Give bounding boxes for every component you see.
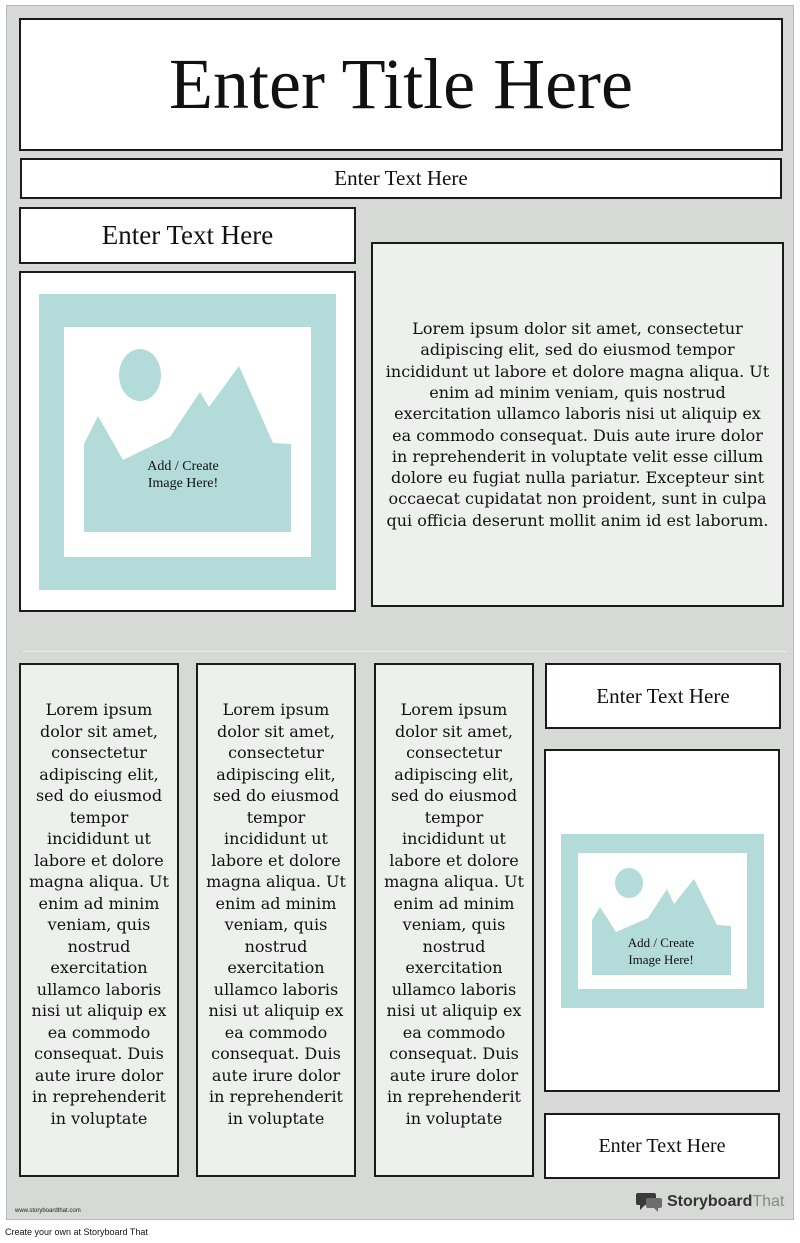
brand-name-part2: That: [752, 1193, 785, 1210]
image-placeholder-small[interactable]: [544, 749, 780, 1092]
right-heading-bottom-text: Enter Text Here: [598, 1134, 726, 1157]
text-column-3[interactable]: [374, 663, 534, 1177]
body-paragraph: Lorem ipsum dolor sit amet, consectetur adipiscing elit, sed do eiusmod tempor incididunt ut labore et dolore magna aliqua. Ut enim ad minim veniam, quis nostrud exercitation ullamco laboris nisi ut aliquip ex ea commodo consequat. Duis aute irure dolor in reprehenderit in voluptate velit esse cillum dolore eu fugiat nulla pariatur. Excepteur sint occaecat cupidatat non proident, sunt in culpa qui officia deserunt mollit anim id est laborum.: [385, 319, 770, 530]
image-placeholder-large[interactable]: [19, 271, 356, 612]
image-placeholder-icon: [39, 294, 336, 590]
image-placeholder-caption-line1: Add / Create: [147, 458, 219, 474]
image-placeholder-caption-line2: Image Here!: [147, 475, 219, 491]
speech-bubble-logo-icon: [636, 1191, 662, 1213]
storyboardthat-logo[interactable]: [636, 1191, 784, 1213]
subtitle-text: Enter Text Here: [334, 166, 468, 190]
column-1-text: Lorem ipsum dolor sit amet, consectetur adipiscing elit, sed do eiusmod tempor incididunt ut labore et dolore magna aliqua. Ut enim ad minim veniam, quis nostrud exercitation ullamco laboris nisi ut aliquip ex ea commodo consequat. Duis aute irure dolor in reprehenderit in voluptate: [29, 700, 169, 1128]
subtitle-box[interactable]: [20, 158, 782, 199]
poster-title-text: Enter Title Here: [169, 44, 633, 124]
right-heading-top-box[interactable]: [545, 663, 781, 729]
text-column-1[interactable]: [19, 663, 179, 1177]
poster-title[interactable]: [19, 18, 783, 151]
column-2-text: Lorem ipsum dolor sit amet, consectetur adipiscing elit, sed do eiusmod tempor incididunt ut labore et dolore magna aliqua. Ut enim ad minim veniam, quis nostrud exercitation ullamco laboris nisi ut aliquip ex ea commodo consequat. Duis aute irure dolor in reprehenderit in voluptate: [206, 700, 346, 1128]
image-placeholder-small-icon: [561, 834, 764, 1008]
right-heading-top-text: Enter Text Here: [596, 683, 730, 708]
left-heading-box[interactable]: [19, 207, 356, 264]
column-3-text: Lorem ipsum dolor sit amet, consectetur adipiscing elit, sed do eiusmod tempor incididunt ut labore et dolore magna aliqua. Ut enim ad minim veniam, quis nostrud exercitation ullamco laboris nisi ut aliquip ex ea commodo consequat. Duis aute irure dolor in reprehenderit in voluptate: [384, 700, 524, 1128]
right-heading-bottom-box[interactable]: [544, 1113, 780, 1179]
image-placeholder-small-caption-line1: Add / Create: [627, 934, 694, 950]
image-placeholder-small-caption-line2: Image Here!: [627, 951, 694, 967]
body-text-panel[interactable]: [371, 242, 784, 607]
text-column-2[interactable]: [196, 663, 356, 1177]
create-your-own-link[interactable]: Create your own at Storyboard That: [5, 1227, 148, 1237]
footer-url[interactable]: www.storyboardthat.com: [15, 1208, 81, 1214]
poster-canvas: [6, 5, 794, 1220]
left-heading-text: Enter Text Here: [101, 220, 274, 250]
section-divider: [23, 651, 787, 652]
brand-name-part1: Storyboard: [667, 1193, 753, 1210]
